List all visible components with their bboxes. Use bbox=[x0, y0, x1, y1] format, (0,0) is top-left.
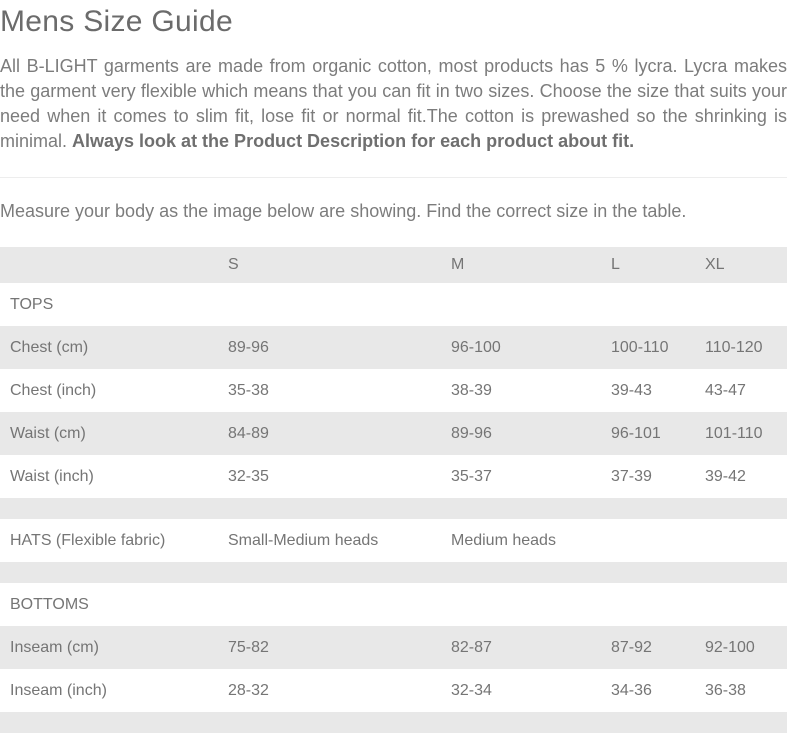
row-inseam-cm bbox=[0, 626, 787, 669]
size-value: 34-36 bbox=[611, 681, 652, 699]
size-value: 37-39 bbox=[611, 467, 652, 485]
row-label: Waist (inch) bbox=[10, 467, 94, 485]
size-value: 82-87 bbox=[451, 638, 492, 656]
spacer-cell bbox=[601, 562, 695, 583]
size-value: 84-89 bbox=[228, 424, 269, 442]
row-tops-section bbox=[0, 283, 787, 326]
spacer-cell bbox=[695, 498, 787, 519]
spacer-cell bbox=[0, 498, 218, 519]
size-value: 96-101 bbox=[611, 424, 661, 442]
section-divider bbox=[0, 177, 787, 178]
spacer-cell bbox=[441, 712, 601, 733]
spacer-cell bbox=[0, 712, 218, 733]
size-value bbox=[601, 519, 695, 562]
size-value: 100-110 bbox=[611, 338, 669, 356]
size-value bbox=[441, 283, 601, 326]
spacer-row bbox=[0, 712, 787, 733]
size-value bbox=[695, 283, 787, 326]
measure-instruction: Measure your body as the image below are showing. Find the correct size in the table. bbox=[0, 201, 687, 221]
spacer-cell bbox=[601, 712, 695, 733]
size-value: 36-38 bbox=[705, 681, 746, 699]
size-value bbox=[695, 583, 787, 626]
row-label: Inseam (cm) bbox=[10, 638, 99, 656]
size-value bbox=[218, 583, 441, 626]
size-value: 89-96 bbox=[451, 424, 492, 442]
header-cell-s: S bbox=[228, 256, 239, 273]
spacer-cell bbox=[218, 562, 441, 583]
size-value: 92-100 bbox=[705, 638, 755, 656]
spacer-cell bbox=[218, 712, 441, 733]
size-value: 75-82 bbox=[228, 638, 269, 656]
size-value: 43-47 bbox=[705, 381, 746, 399]
row-label: Chest (inch) bbox=[10, 381, 97, 399]
spacer-cell bbox=[218, 498, 441, 519]
size-value: 35-38 bbox=[228, 381, 269, 399]
size-value: 32-35 bbox=[228, 467, 269, 485]
page-title: Mens Size Guide bbox=[0, 5, 233, 38]
spacer-row bbox=[0, 498, 787, 519]
size-value: 101-110 bbox=[705, 424, 763, 442]
size-value: 38-39 bbox=[451, 381, 492, 399]
spacer-cell bbox=[441, 562, 601, 583]
size-value: 39-42 bbox=[705, 467, 746, 485]
header-cell-l: L bbox=[611, 256, 620, 273]
size-value bbox=[601, 283, 695, 326]
intro-bold-text: Always look at the Product Description for each product about fit. bbox=[72, 131, 635, 151]
row-waist-inch bbox=[0, 455, 787, 498]
row-label: Waist (cm) bbox=[10, 424, 86, 442]
size-value: 110-120 bbox=[705, 338, 763, 356]
spacer-cell bbox=[695, 712, 787, 733]
size-value: 87-92 bbox=[611, 638, 652, 656]
size-value bbox=[441, 583, 601, 626]
size-table bbox=[0, 247, 787, 733]
spacer-cell bbox=[441, 498, 601, 519]
row-label: Chest (cm) bbox=[10, 338, 89, 356]
spacer-row bbox=[0, 562, 787, 583]
header-cell-m: M bbox=[451, 256, 465, 273]
row-chest-inch bbox=[0, 369, 787, 412]
size-value: 32-34 bbox=[451, 681, 492, 699]
row-chest-cm bbox=[0, 326, 787, 369]
size-value bbox=[218, 283, 441, 326]
size-table-header-row bbox=[0, 247, 787, 283]
row-waist-cm bbox=[0, 412, 787, 455]
size-value: 96-100 bbox=[451, 338, 501, 356]
intro-paragraph bbox=[0, 54, 787, 154]
size-guide-page bbox=[0, 6, 787, 733]
row-label: Inseam (inch) bbox=[10, 681, 107, 699]
size-value: 35-37 bbox=[451, 467, 492, 485]
spacer-cell bbox=[601, 498, 695, 519]
row-inseam-inch bbox=[0, 669, 787, 712]
header-cell-blank bbox=[0, 247, 218, 283]
intro-text: All B-LIGHT garments are made from organic cotton, most products has 5 % lycra. Lycra makes the garment very flexible which means that you can fit in two sizes. Choose the size that suits your need when it comes to slim fit, lose fit or normal fit.The cotton is prewashed so the shrinking is minimal. bbox=[0, 56, 787, 151]
row-hats bbox=[0, 519, 787, 562]
size-value: Small-Medium heads bbox=[228, 531, 379, 549]
row-label: HATS (Flexible fabric) bbox=[10, 531, 166, 549]
size-value bbox=[695, 519, 787, 562]
size-value: 89-96 bbox=[228, 338, 269, 356]
size-value bbox=[601, 583, 695, 626]
spacer-cell bbox=[695, 562, 787, 583]
size-value: 39-43 bbox=[611, 381, 652, 399]
row-label: BOTTOMS bbox=[10, 595, 89, 613]
size-value: 28-32 bbox=[228, 681, 269, 699]
header-cell-xl: XL bbox=[705, 256, 725, 273]
spacer-cell bbox=[0, 562, 218, 583]
size-value: Medium heads bbox=[451, 531, 556, 549]
row-bottoms-section bbox=[0, 583, 787, 626]
row-label: TOPS bbox=[10, 295, 54, 313]
